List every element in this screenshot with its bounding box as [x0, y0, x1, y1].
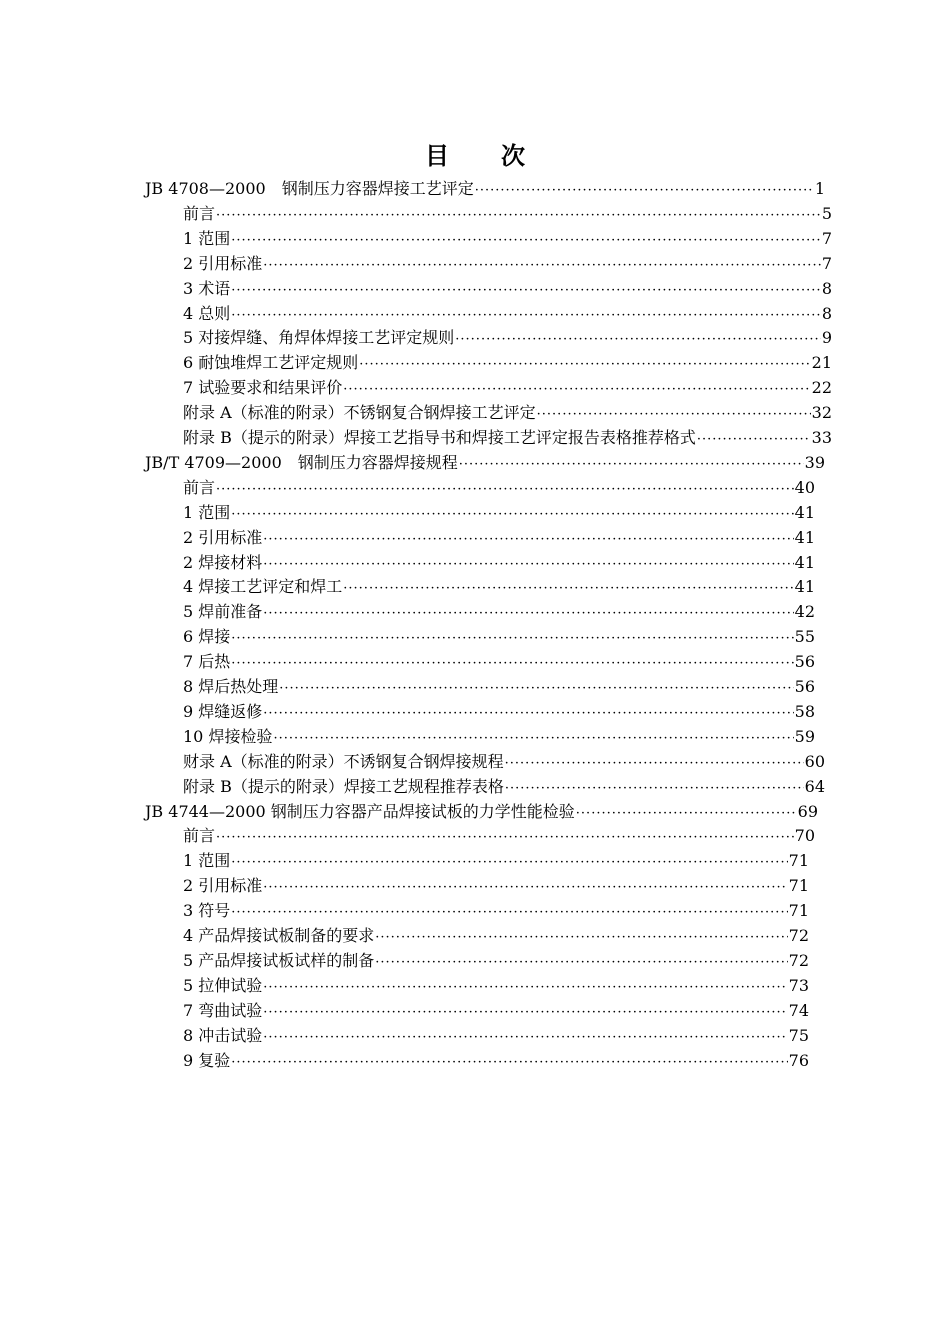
- toc-leader-dots: [263, 1000, 787, 1025]
- toc-leader-dots: [263, 601, 793, 626]
- toc-entry: [183, 599, 815, 624]
- toc-leader-dots: [216, 203, 821, 228]
- toc-page-number: 41: [794, 577, 815, 597]
- toc-entry-title: 5 产品焊接试板试样的制备: [183, 950, 375, 970]
- toc-leader-dots: [576, 801, 797, 826]
- toc-leader-dots: [231, 850, 787, 875]
- toc-entry-title: 1 范围: [183, 502, 231, 522]
- toc-leader-dots: [231, 626, 793, 651]
- toc-entry-title: 7 弯曲试验: [183, 1000, 263, 1020]
- toc-page-number: 1: [814, 179, 825, 198]
- toc-leader-dots: [459, 452, 804, 477]
- toc-section: [145, 176, 825, 201]
- toc-entry-title: 5 焊前准备: [183, 602, 263, 622]
- toc-entry: [183, 1023, 809, 1048]
- toc-leader-dots: [263, 552, 793, 577]
- toc-entry: [183, 276, 832, 301]
- toc-entry: [183, 923, 809, 948]
- toc-entry: [183, 500, 815, 525]
- toc-entry: [183, 624, 815, 649]
- toc-entry: [183, 550, 815, 575]
- toc-leader-dots: [359, 352, 810, 377]
- toc-page-number: 56: [794, 677, 815, 696]
- toc-leader-dots: [263, 1025, 787, 1050]
- toc-section: [145, 799, 818, 824]
- toc-entry: [183, 898, 809, 923]
- toc-entry-title: 前言: [183, 477, 216, 497]
- toc-entry: [183, 724, 815, 749]
- toc-entry-title: 5 对接焊缝、角焊体焊接工艺评定规则: [183, 328, 455, 348]
- toc-entry: [183, 749, 825, 774]
- toc-entry-title: 7 试验要求和结果评价: [183, 378, 343, 398]
- toc-entry-title: 5 拉伸试验: [183, 975, 263, 995]
- toc-entry-title: 2 引用标准: [183, 876, 263, 896]
- toc-entry: [183, 475, 815, 500]
- toc-entry: [183, 774, 825, 799]
- toc-entry-title: 9 焊缝返修: [183, 701, 263, 721]
- toc-entry: [183, 699, 815, 724]
- toc-leader-dots: [375, 950, 787, 975]
- page-title: [0, 136, 950, 171]
- toc-entry-title: 6 耐蚀堆焊工艺评定规则: [183, 353, 359, 373]
- toc-leader-dots: [231, 303, 821, 328]
- toc-leader-dots: [263, 527, 793, 552]
- toc-entry-title: 9 复验: [183, 1050, 231, 1070]
- toc-entry: [183, 400, 832, 425]
- toc-leader-dots: [216, 825, 794, 850]
- title-char-2: 次: [501, 141, 525, 170]
- toc-entry: [183, 375, 832, 400]
- toc-entry-title: 财录 A（标准的附录）不诱钢复合钢焊接规程: [183, 751, 504, 771]
- toc-page-number: 58: [794, 701, 815, 721]
- toc-leader-dots: [231, 651, 793, 676]
- toc-page-number: 9: [821, 328, 832, 348]
- toc-entry-title: 4 焊接工艺评定和焊工: [183, 577, 343, 597]
- toc-entry: [183, 998, 809, 1023]
- toc-entry-title: 7 后热: [183, 652, 231, 672]
- toc-leader-dots: [505, 751, 804, 776]
- toc-page-number: 70: [794, 826, 815, 846]
- toc-page-number: 41: [794, 502, 815, 522]
- toc-entry: [183, 649, 815, 674]
- toc-entry-title: 前言: [183, 826, 216, 846]
- toc-entry: [183, 525, 815, 550]
- toc-entry-title: 10 焊接检验: [183, 726, 273, 746]
- toc-entry-title: JB 4744—2000 钢制压力容器产品焊接试板的力学性能检验: [145, 801, 575, 821]
- toc-leader-dots: [455, 327, 821, 352]
- toc-leader-dots: [279, 676, 793, 701]
- toc-entry: [183, 226, 832, 251]
- toc-entry: [183, 350, 832, 375]
- toc-leader-dots: [231, 1050, 787, 1075]
- toc-page-number: 41: [794, 552, 815, 572]
- toc-page-number: 72: [788, 926, 809, 945]
- toc-entry-title: 附录 B（提示的附录）焊接工艺规程推荐表格: [183, 776, 504, 796]
- toc-page-number: 60: [804, 751, 825, 771]
- toc-page-number: 41: [794, 527, 815, 547]
- toc-entry: [183, 823, 815, 848]
- toc-entry: [183, 848, 809, 873]
- toc-page-number: 71: [788, 876, 809, 896]
- toc-section: [145, 450, 825, 475]
- toc-page-number: 5: [821, 203, 832, 223]
- toc-page-number: 71: [788, 901, 809, 921]
- toc-entry-title: 附录 A（标准的附录）不锈钢复合钢焊接工艺评定: [183, 403, 536, 423]
- toc-leader-dots: [231, 228, 821, 253]
- toc-leader-dots: [505, 776, 804, 801]
- toc-page-number: 39: [804, 452, 825, 472]
- toc-page-number: 42: [794, 602, 815, 622]
- toc-entry: [183, 425, 832, 450]
- toc-leader-dots: [263, 975, 787, 1000]
- toc-leader-dots: [263, 701, 793, 726]
- toc-entry-title: JB/T 4709—2000 钢制压力容器焊接规程: [145, 452, 458, 472]
- toc-leader-dots: [475, 178, 814, 203]
- toc-entry-title: 4 产品焊接试板制备的要求: [183, 926, 375, 945]
- toc-entry-title: 1 范围: [183, 851, 231, 871]
- toc-entry: [183, 325, 832, 350]
- toc-leader-dots: [263, 253, 821, 278]
- toc-entry: [183, 948, 809, 973]
- toc-entry: [183, 301, 832, 326]
- toc-leader-dots: [343, 377, 810, 402]
- toc-page-number: 76: [788, 1050, 809, 1070]
- toc-leader-dots: [537, 402, 811, 427]
- toc-page-number: 56: [794, 652, 815, 672]
- toc-page-number: 32: [811, 403, 832, 423]
- toc-entry-title: 前言: [183, 203, 216, 223]
- toc-entry-title: 3 符号: [183, 901, 231, 921]
- toc-leader-dots: [231, 502, 793, 527]
- toc-entry: [183, 574, 815, 599]
- toc-entry: [183, 973, 809, 998]
- toc-leader-dots: [375, 925, 787, 950]
- toc-page-number: 72: [788, 950, 809, 970]
- toc-leader-dots: [273, 726, 793, 751]
- toc-entry: [183, 1048, 809, 1073]
- toc-page-number: 75: [788, 1025, 809, 1045]
- toc-page-number: 21: [811, 353, 832, 373]
- toc-entry: [183, 201, 832, 226]
- toc-page-number: 7: [821, 253, 832, 273]
- toc-page-number: 7: [821, 228, 832, 248]
- toc-page-number: 40: [794, 477, 815, 497]
- toc-entry-title: 2 焊接材料: [183, 552, 263, 572]
- toc-entry-title: 3 术语: [183, 278, 231, 298]
- toc-page-number: 64: [804, 776, 825, 796]
- toc-entry: [183, 873, 809, 898]
- toc-page-number: 74: [788, 1000, 809, 1020]
- toc-leader-dots: [263, 875, 787, 900]
- toc-entry-title: 2 引用标准: [183, 253, 263, 273]
- toc-leader-dots: [343, 576, 793, 601]
- title-char-1: 目: [425, 141, 449, 170]
- toc-entry: [183, 251, 832, 276]
- toc-entry-title: 8 焊后热处理: [183, 677, 279, 696]
- toc-leader-dots: [216, 477, 794, 502]
- toc-entry-title: 2 引用标准: [183, 527, 263, 547]
- toc-leader-dots: [231, 900, 787, 925]
- toc-entry-title: 8 冲击试验: [183, 1025, 263, 1045]
- toc-entry-title: 1 范围: [183, 228, 231, 248]
- toc-page-number: 22: [811, 378, 832, 398]
- toc-leader-dots: [231, 278, 821, 303]
- toc-page-number: 71: [788, 851, 809, 871]
- toc-page-number: 33: [811, 428, 832, 447]
- toc-entry-title: 附录 B（提示的附录）焊接工艺指导书和焊接工艺评定报告表格推荐格式: [183, 428, 696, 447]
- toc-entry-title: 6 焊接: [183, 627, 231, 647]
- toc-page-number: 55: [794, 627, 815, 647]
- toc-page-number: 59: [794, 726, 815, 746]
- toc-page-number: 8: [821, 303, 832, 323]
- toc-entry-title: 4 总则: [183, 303, 231, 323]
- toc-leader-dots: [697, 427, 811, 452]
- toc-entry: [183, 674, 815, 699]
- toc-page-number: 73: [788, 975, 809, 995]
- toc-page-number: 8: [821, 278, 832, 298]
- toc-page-number: 69: [797, 801, 818, 821]
- toc-entry-title: JB 4708—2000 钢制压力容器焊接工艺评定: [145, 179, 474, 198]
